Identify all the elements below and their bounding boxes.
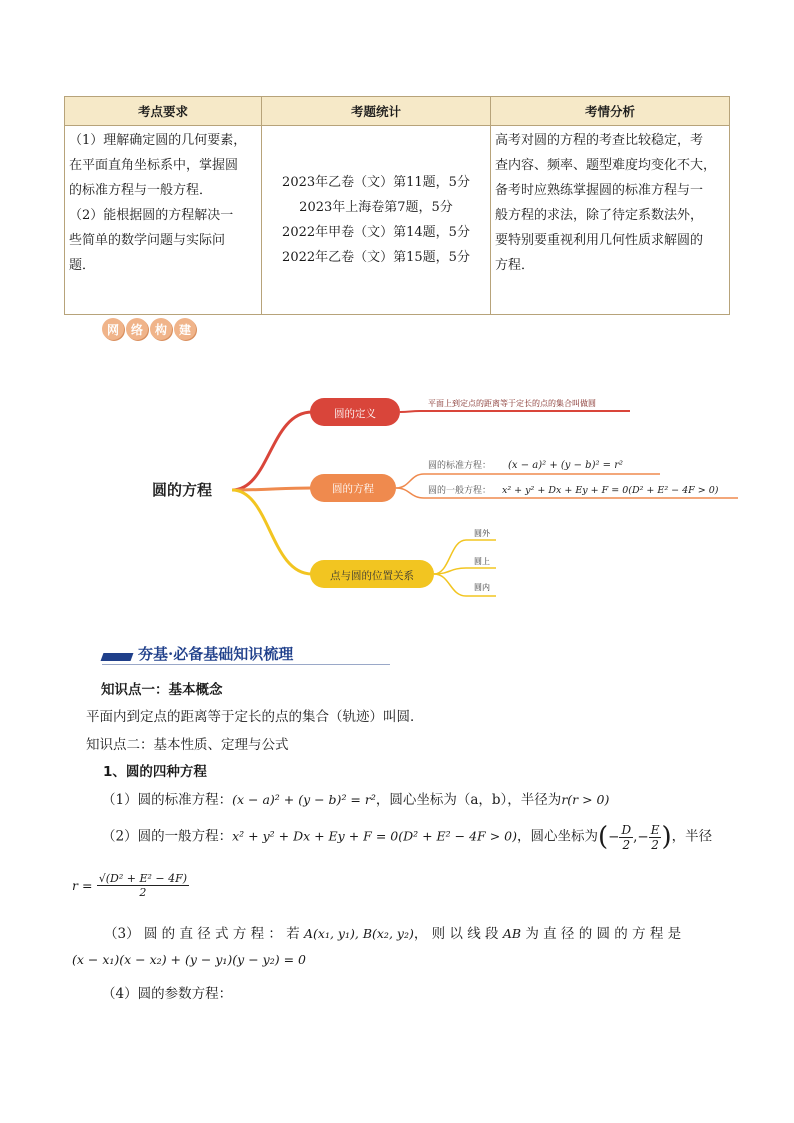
- fraction-numerator: E: [650, 822, 660, 837]
- radius-denominator: 2: [139, 886, 147, 899]
- analysis-cell: [491, 126, 730, 315]
- fraction-numerator: D: [621, 822, 632, 837]
- requirements-cell: [65, 126, 262, 315]
- branch-definition: [232, 412, 312, 490]
- analysis-line: 般方程的求法，除了待定系数法外，: [495, 208, 704, 223]
- leaf-general-label: 圆的一般方程：: [428, 486, 492, 496]
- equation-1-formula: (x − a)² + (y − b)² = r²: [232, 792, 376, 807]
- radius-formula-line: [72, 872, 189, 899]
- comma-minus: ,−: [633, 829, 649, 845]
- req-line: 在平面直角坐标系中，掌握圆: [69, 158, 239, 173]
- header-analysis: 考情分析: [491, 97, 730, 126]
- equation-1-mid: ，圆心坐标为（a，b），半径为: [375, 792, 562, 808]
- exam-requirements-table: [64, 96, 730, 315]
- leaf-definition-text: 平面上到定点的距离等于定长的点的集合叫做圆: [428, 399, 596, 408]
- network-construction-badge: [102, 318, 196, 340]
- equation-1-radius: r(r > 0): [561, 792, 610, 807]
- fraction-denominator: 2: [622, 837, 631, 852]
- badge-char: 建: [174, 318, 196, 340]
- knowledge-point-1-text: 平面内到定点的距离等于定长的点的集合（轨迹）叫圆．: [86, 709, 424, 725]
- req-line: 题．: [69, 258, 96, 273]
- statistics-cell: [262, 126, 491, 315]
- analysis-line: 备考时应熟练掌握圆的标准方程与一: [495, 183, 704, 198]
- section-bar: [101, 653, 134, 661]
- leaf-on: 圆上: [474, 557, 490, 566]
- equation-4-line: （4）圆的参数方程：: [102, 986, 233, 1002]
- leaf-standard-formula: (x − a)² + (y − b)² = r²: [508, 460, 624, 471]
- center-x-fraction: [619, 823, 633, 852]
- stat-line: 2023年上海卷第7题，5分: [299, 200, 453, 215]
- leaf-inside: 圆内: [474, 583, 490, 592]
- equation-2-suffix: ，半径: [671, 828, 713, 845]
- equation-2-prefix: （2）圆的一般方程：: [102, 828, 233, 845]
- equation-3-line: [104, 922, 681, 942]
- section-header: [102, 643, 390, 665]
- center-y-fraction: [649, 823, 662, 852]
- leaf-line-definition: [400, 411, 630, 412]
- equation-1-prefix: （1）圆的标准方程：: [102, 792, 233, 808]
- equation-3-formula: (x − x₁)(x − x₂) + (y − y₁)(y − y₂) = 0: [72, 952, 306, 967]
- badge-char: 构: [150, 318, 172, 340]
- req-line: 些简单的数学问题与实际问: [69, 233, 226, 248]
- stat-line: 2022年甲卷（文）第14题，5分: [282, 225, 470, 240]
- equation-1-line: [102, 788, 609, 808]
- node-equation-label: 圆的方程: [332, 483, 374, 495]
- branch-position: [232, 490, 312, 574]
- req-line: （1）理解确定圆的几何要素，: [69, 133, 247, 148]
- equation-2-formula: x² + y² + Dx + Ey + F = 0(D² + E² − 4F > 0): [232, 828, 517, 844]
- badge-char: 络: [126, 318, 148, 340]
- analysis-line: 高考对圆的方程的考查比较稳定，考: [495, 133, 704, 148]
- knowledge-point-2-title: 知识点二：基本性质、定理与公式: [86, 737, 289, 753]
- radius-lhs: r =: [72, 878, 93, 893]
- radius-numerator: √(D² + E² − 4F): [98, 872, 188, 885]
- leaf-general-formula: x² + y² + Dx + Ey + F = 0(D² + E² − 4F > 0): [502, 485, 719, 496]
- node-definition-label: 圆的定义: [334, 408, 376, 420]
- equation-2-mid: ，圆心坐标为: [516, 828, 598, 845]
- equation-3-mid: ， 则 以 线 段: [413, 926, 499, 942]
- header-requirements: 考点要求: [65, 97, 262, 126]
- paren-open: (: [597, 822, 609, 852]
- stat-line: 2023年乙卷（文）第11题，5分: [282, 175, 470, 190]
- leaf-outside: 圆外: [474, 529, 490, 538]
- analysis-line: 查内容、频率、题型难度均变化不大，: [495, 158, 717, 173]
- equation-2-line: [102, 822, 712, 852]
- paren-close: ): [661, 822, 672, 852]
- radius-fraction: [97, 872, 189, 899]
- section-underline: [102, 664, 390, 665]
- stat-line: 2022年乙卷（文）第15题，5分: [282, 250, 470, 265]
- analysis-line: 方程．: [495, 258, 535, 273]
- leaf-standard-label: 圆的标准方程：: [428, 461, 492, 471]
- analysis-line: 要特别要重视利用几何性质求解圆的: [495, 233, 704, 248]
- badge-char: 网: [102, 318, 124, 340]
- fraction-denominator: 2: [651, 837, 659, 852]
- equation-3-segment: AB: [502, 926, 522, 941]
- req-line: 的标准方程与一般方程．: [69, 183, 213, 198]
- req-line: （2）能根据圆的方程解决一: [69, 208, 234, 223]
- node-position-label: 点与圆的位置关系: [330, 570, 414, 582]
- mind-map: [0, 370, 794, 610]
- header-statistics: 考题统计: [262, 97, 491, 126]
- equation-3-suffix: 为 直 径 的 圆 的 方 程 是: [525, 926, 682, 942]
- minus-sign: −: [608, 829, 620, 845]
- mindmap-root: 圆的方程: [152, 481, 213, 499]
- equation-3-prefix: （3） 圆 的 直 径 式 方 程 ： 若: [104, 926, 300, 942]
- section-title: 夯基·必备基础知识梳理: [138, 645, 294, 663]
- subsection-1-title: 1、圆的四种方程: [103, 764, 207, 780]
- equation-3-points: A(x₁, y₁), B(x₂, y₂): [304, 926, 414, 941]
- knowledge-point-1-title: 知识点一：基本概念: [101, 682, 223, 698]
